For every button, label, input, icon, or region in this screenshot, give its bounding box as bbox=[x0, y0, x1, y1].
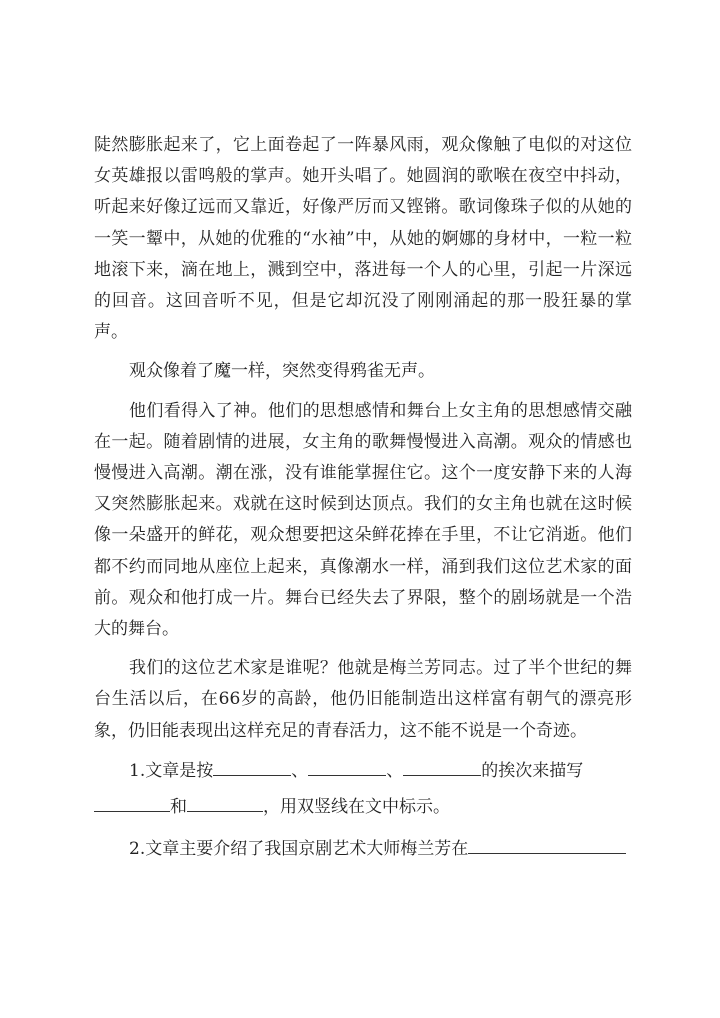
paragraph-mei-lanfang: 我们的这位艺术家是谁呢？他就是梅兰芳同志。过了半个世纪的舞台生活以后，在66岁的高龄，他仍旧能制造出这样富有朝气的漂亮形象，仍旧能表现出这样充足的青春活力，这不能不说是一个奇迹。 bbox=[94, 658, 632, 741]
document-page bbox=[94, 130, 632, 867]
answer-blank-2[interactable] bbox=[308, 759, 386, 776]
paragraph-climax: 他们看得入了神。他们的思想感情和舞台上女主角的思想感情交融在一起。随着剧情的进展，女主角的歌舞慢慢进入高潮。观众的情感也慢慢进入高潮。潮在涨，没有谁能掌握住它。这个一度安静下来的人海又突然膨胀起来。戏就在这时候到达顶点。我们的女主角也就在这时候像一朵盛开的鲜花，观众想要把这朵鲜花捧在手里，不让它消逝。他们都不约而同地从座位上起来，真像潮水一样，涌到我们这位艺术家的面前。观众和他打成一片。舞台已经失去了界限，整个的剧场就是一个浩大的舞台。 bbox=[94, 400, 632, 640]
question-1-sep1: 、 bbox=[291, 760, 309, 781]
paragraph-storm: 陡然膨胀起来了，它上面卷起了一阵暴风雨，观众像触了电似的对这位女英雄报以雷鸣般的掌声。她开头唱了。她圆润的歌喉在夜空中抖动，听起来好像辽远而又靠近，好像严厉而又铿锵。歌词像珠子似的从她的一笑一颦中，从她的优雅的“水袖”中，从她的婀娜的身材中，一粒一粒地滚下来，滴在地上，溅到空中，落进每一个人的心里，引起一片深远的回音。这回音听不见，但是它却沉没了刚刚涌起的那一股狂暴的掌声。 bbox=[94, 135, 632, 343]
question-1 bbox=[94, 753, 632, 825]
question-1-prefix: 1.文章是按 bbox=[129, 760, 214, 781]
answer-blank-4[interactable] bbox=[94, 795, 170, 812]
answer-blank-6[interactable] bbox=[468, 837, 626, 854]
paragraph-silence: 观众像着了魔一样，突然变得鸦雀无声。 bbox=[129, 361, 435, 382]
answer-blank-3[interactable] bbox=[403, 759, 481, 776]
question-1-suffix: ，用双竖线在文中标示。 bbox=[263, 796, 450, 817]
question-2-prefix: 2.文章主要介绍了我国京剧艺术大师梅兰芳在 bbox=[129, 838, 469, 859]
answer-blank-1[interactable] bbox=[213, 759, 291, 776]
question-1-and: 和 bbox=[170, 796, 187, 817]
question-1-mid: 的挨次来描写 bbox=[481, 760, 584, 781]
question-2 bbox=[94, 831, 632, 867]
question-1-sep2: 、 bbox=[386, 760, 404, 781]
answer-blank-5[interactable] bbox=[187, 795, 263, 812]
